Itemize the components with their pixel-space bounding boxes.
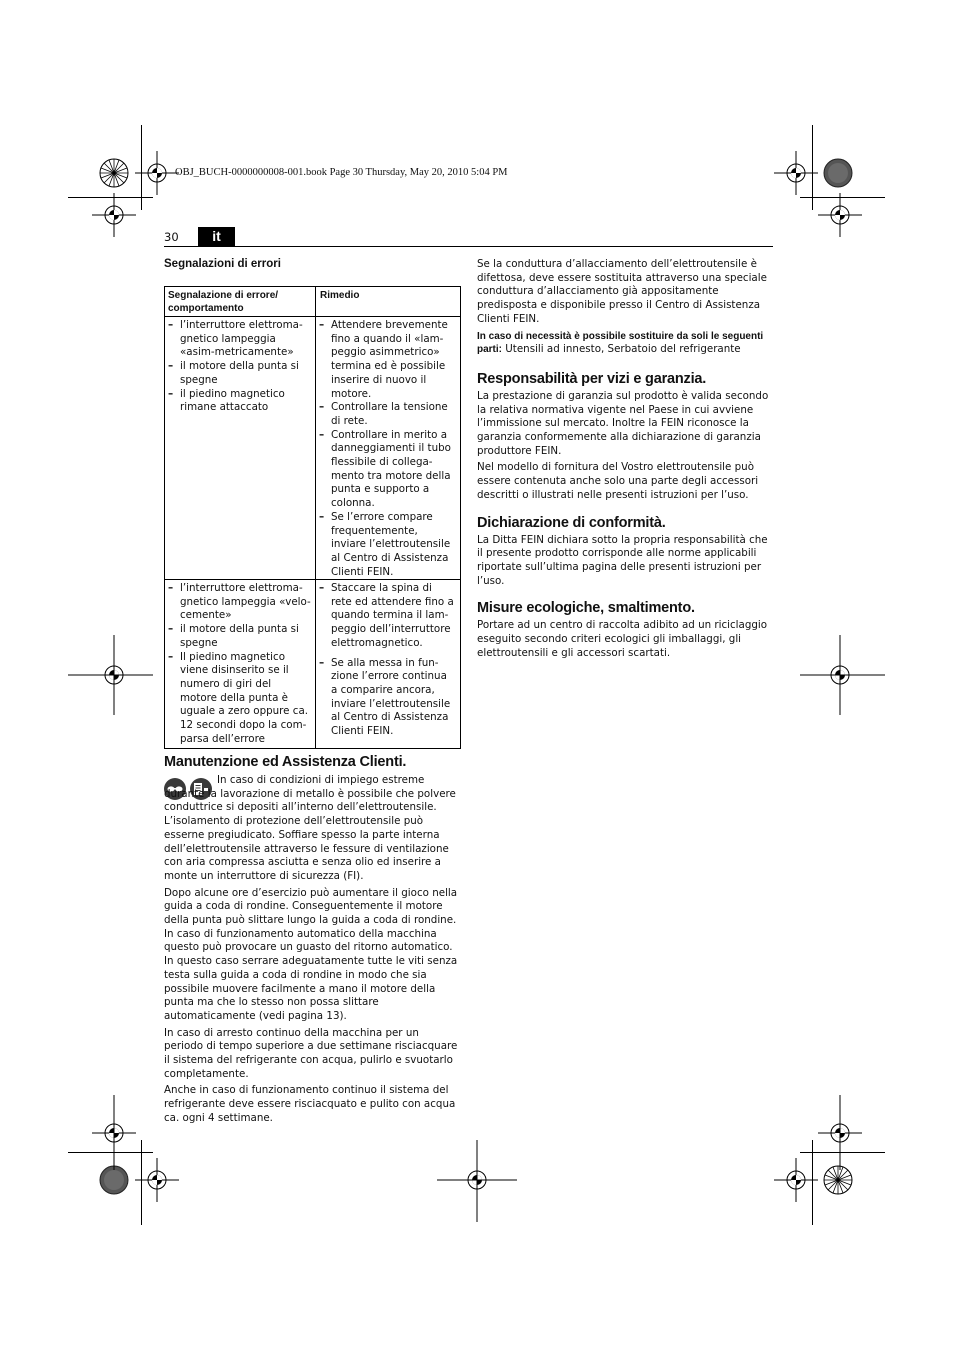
ecology-paragraph: Portare ad un centro di raccolta adibito ad un riciclaggio eseguito secondo criteri ecologici gli imballaggi, gli elettroutensili e gli accessori scartati. (477, 619, 768, 659)
list-item: – l’interruttore elettroma-gnetico lampeggia «velo-cemente» (168, 582, 311, 623)
maintenance-text (164, 774, 459, 1126)
conformity-title: Dichiarazione di conformità. (477, 514, 666, 531)
ecology-title: Misure ecologiche, smaltimento. (477, 600, 695, 617)
list-item: – Se l’errore compare frequentemente, inviare l’elettroutensile al Centro di Assistenza Clienti FEIN. (319, 511, 455, 580)
warranty-paragraph-2: Nel modello di fornitura del Vostro elettroutensile può essere contenuta anche solo una parte degli accessori descritti o illustrati nelle presenti istruzioni per l’uso. (477, 461, 759, 501)
language-tag: it (198, 227, 235, 246)
cable-paragraph: Se la conduttura d’allacciamento dell’elettroutensile è difettosa, deve essere sostituita attraverso una speciale conduttura d’allacciamento già appositamente predisposta e disponibile presso il Centro di Assistenza Clienti FEIN. (477, 258, 767, 325)
list-item: – il piedino magnetico rimane attaccato (168, 388, 311, 415)
maintenance-paragraph-1: In caso di condizioni di impiego estreme durante la lavorazione di metallo è possibile che polvere conduttrice si depositi all’interno dell’elettroutensile. L’isolamento di protezione dell’elettroutensile può esserne pregiudicato. Soffiare spesso la parte interna dell’elettroutensile attraverso le fessure di ventilazione con aria compressa asciutta e senza olio ed inserire a monte un interruttore di sicurezza (FI). (164, 774, 456, 882)
maintenance-paragraph-4: Anche in caso di funzionamento continuo il sistema del refrigerante deve essere risciacquato e pulito con acqua ca. ogni 4 settimane. (164, 1084, 456, 1124)
list-item: – l’interruttore elettroma-gnetico lampeggia «asim-metricamente» (168, 319, 311, 360)
list-item: – il motore della punta si spegne (168, 360, 311, 387)
warranty-title: Responsabilità per vizi e garanzia. (477, 370, 707, 387)
warranty-paragraph-1: La prestazione di garanzia sul prodotto è valida secondo la relativa normativa vigente nel Paese in cui avviene l’immissione sul mercato. Inoltre la FEIN riconosce la garanzia conformemente alla dichiarazione di garanzia produttore FEIN. (477, 389, 769, 457)
list-item: – Se alla messa in fun-zione l’errore continua a comparire ancora, inviare l’elettroutensile al Centro di Assistenza Clienti FEIN. (319, 657, 455, 739)
table-row-2-remedies (319, 582, 455, 739)
list-item: – il motore della punta si spegne (168, 623, 311, 650)
header-rule (164, 246, 773, 247)
page-number: 30 (164, 230, 179, 244)
table-row-2-issues (168, 582, 311, 746)
maintenance-paragraph-2: Dopo alcune ore d’esercizio può aumentare il gioco nella guida a coda di rondine. Conseguentemente il motore della punta può slittare lungo la guida a coda di rondine. In caso di funzionamento automatico della macchina questo può provocare un guasto del ritorno automatico. In questo caso serrare adeguatamente tutte le viti senza testa sulla guida a coda di rondine in modo che sia possibile muovere facilmente a mano il motore della punta ma che lo stesso non possa slittare automaticamente (vedi pagina 13). (164, 886, 458, 1022)
list-item: – Controllare la tensione di rete. (319, 401, 455, 428)
table-header-remedy: Rimedio (320, 290, 360, 301)
list-item: – Staccare la spina di rete ed attendere fino a quando termina il lam-peggio dell’interruttore elettromagnetico. (319, 582, 455, 651)
list-item: – Il piedino magnetico viene disinserito se il numero di giri del motore della punta è uguale a zero oppure ca. 12 secondi dopo la com-parsa dell’errore (168, 651, 311, 747)
replaceable-parts-paragraph (477, 330, 773, 357)
section-title-errors: Segnalazioni di errori (164, 258, 281, 270)
maintenance-paragraph-3: In caso di arresto continuo della macchina per un periodo di tempo superiore a due settimane risciacquare il sistema del refrigerante con acqua, pulirlo e svuotarlo completamente. (164, 1026, 458, 1080)
table-header-issue: Segnalazione di errore/ comportamento (168, 290, 279, 314)
right-column (477, 258, 773, 660)
table-row-1-issues (168, 319, 311, 415)
book-info-line: OBJ_BUCH-0000000008-001.book Page 30 Thursday, May 20, 2010 5:04 PM (175, 167, 508, 178)
replaceable-parts-list: Utensili ad innesto, Serbatoio del refrigerante (502, 343, 741, 356)
maintenance-title: Manutenzione ed Assistenza Clienti. (164, 754, 407, 770)
replaceable-parts-lead: In caso di necessità è possibile sostituire da soli le seguenti parti: (477, 330, 764, 356)
conformity-paragraph: La Ditta FEIN dichiara sotto la propria responsabilità che il presente prodotto corrisponde alle norme applicabili riportate sull’ultima pagina delle presenti istruzioni per l’uso. (477, 533, 768, 587)
list-item: – Controllare in merito a danneggiamenti il tubo flessibile di collega-mento tra motore della punta e supporto a colonna. (319, 429, 455, 511)
list-item: – Attendere brevemente fino a quando il «lam-peggio asimmetrico» termina ed è possibile inserire di nuovo il motore. (319, 319, 455, 401)
table-row-1-remedies (319, 319, 455, 579)
